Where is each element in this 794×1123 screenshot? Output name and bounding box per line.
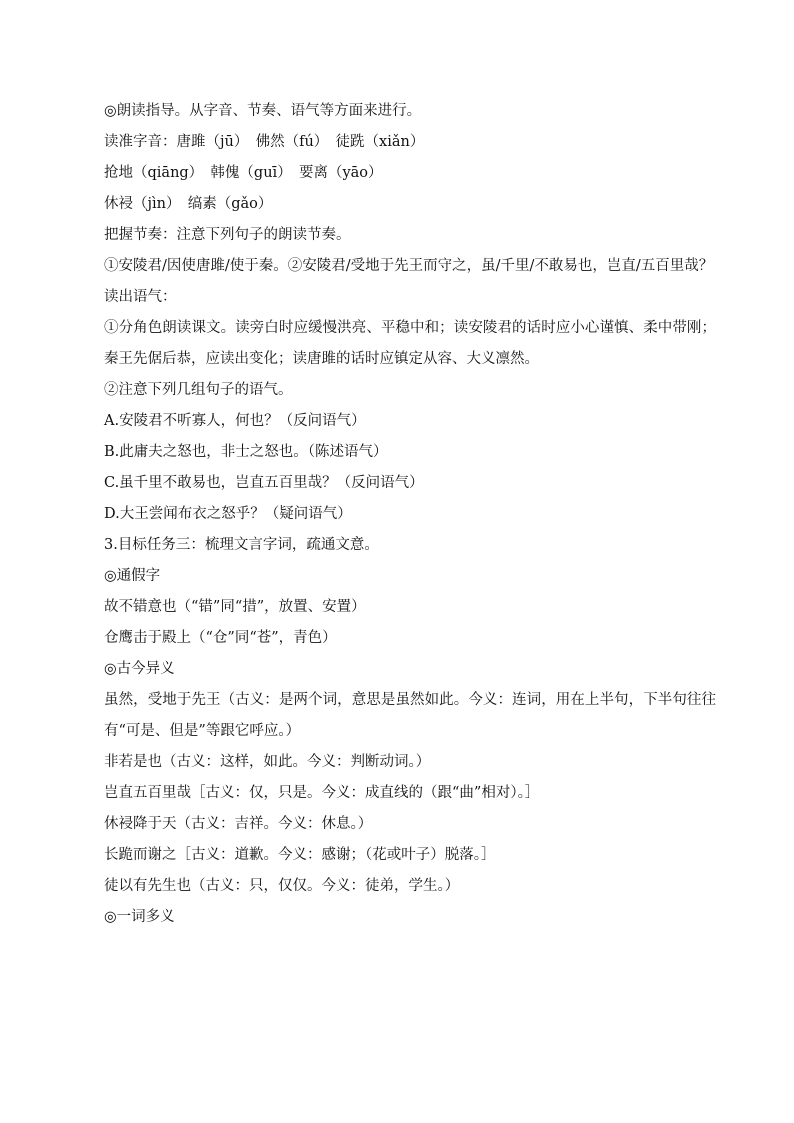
list-item: D.大王尝闻布衣之怒乎？（疑问语气） [104,506,352,522]
text-line: 仓鹰击于殿上（“仓”同“苍”，青色） [104,630,337,646]
text-line: 休祲（jìn） 缟素（gǎo） [104,196,273,212]
text-line: 徒以有先生也（古义：只，仅仅。今义：徒弟，学生。） [104,878,460,894]
text-line: 抢地（qiāng） 韩傀（guī） 要离（yāo） [104,165,383,181]
text-line: 非若是也（古义：这样，如此。今义：判断动词。） [104,754,431,770]
text-line: 把握节奏：注意下列句子的朗读节奏。 [104,227,351,243]
subheading-yici-duoyi: ◎一词多义 [104,909,175,925]
text-line: 休祲降于天（古义：吉祥。今义：休息。） [104,816,373,832]
list-item: C.虽千里不敢易也，岂直五百里哉？（反问语气） [104,475,424,491]
section-heading-task-three: 3.目标任务三：梳理文言字词，疏通文意。 [104,537,379,553]
text-paragraph: 虽然，受地于先王（古义：是两个词，意思是虽然如此。今义：连词，用在上半句，下半句往往有“可是、但是”等跟它呼应。） [104,692,716,739]
text-line: 故不错意也（“错”同“措”，放置、安置） [104,599,366,615]
text-line: 读出语气： [104,289,177,305]
text-line: 岂直五百里哉［古义：仅，只是。今义：成直线的（跟“曲”相对）。］ [104,785,540,801]
list-item: A.安陵君不听寡人，何也？（反问语气） [104,413,366,429]
section-heading-reading-guide: ◎朗读指导。从字音、节奏、语气等方面来进行。 [104,103,422,119]
text-line: 长跪而谢之［古义：道歉。今义：感谢；（花或叶子）脱落。］ [104,847,496,863]
text-paragraph: ①安陵君/因使唐雎/使于秦。②安陵君/受地于先王而守之，虽/千里/不敢易也，岂直/五百里哉？ [104,258,714,274]
subheading-gujin-yiyi: ◎古今异义 [104,661,175,677]
text-line: 读准字音：唐雎（jū） 佛然（fú） 徒跣（xiǎn） [104,134,425,150]
text-line: ②注意下列几组句子的语气。 [104,382,293,398]
text-paragraph: ①分角色朗读课文。读旁白时应缓慢洪亮、平稳中和；读安陵君的话时应小心谨慎、柔中带刚；秦王先倨后恭，应读出变化；读唐雎的话时应镇定从容、大义凛然。 [104,320,716,367]
subheading-tongjiazi: ◎通假字 [104,568,161,584]
list-item: B.此庸夫之怒也，非士之怒也。（陈述语气） [104,444,388,460]
document-body [104,96,716,933]
